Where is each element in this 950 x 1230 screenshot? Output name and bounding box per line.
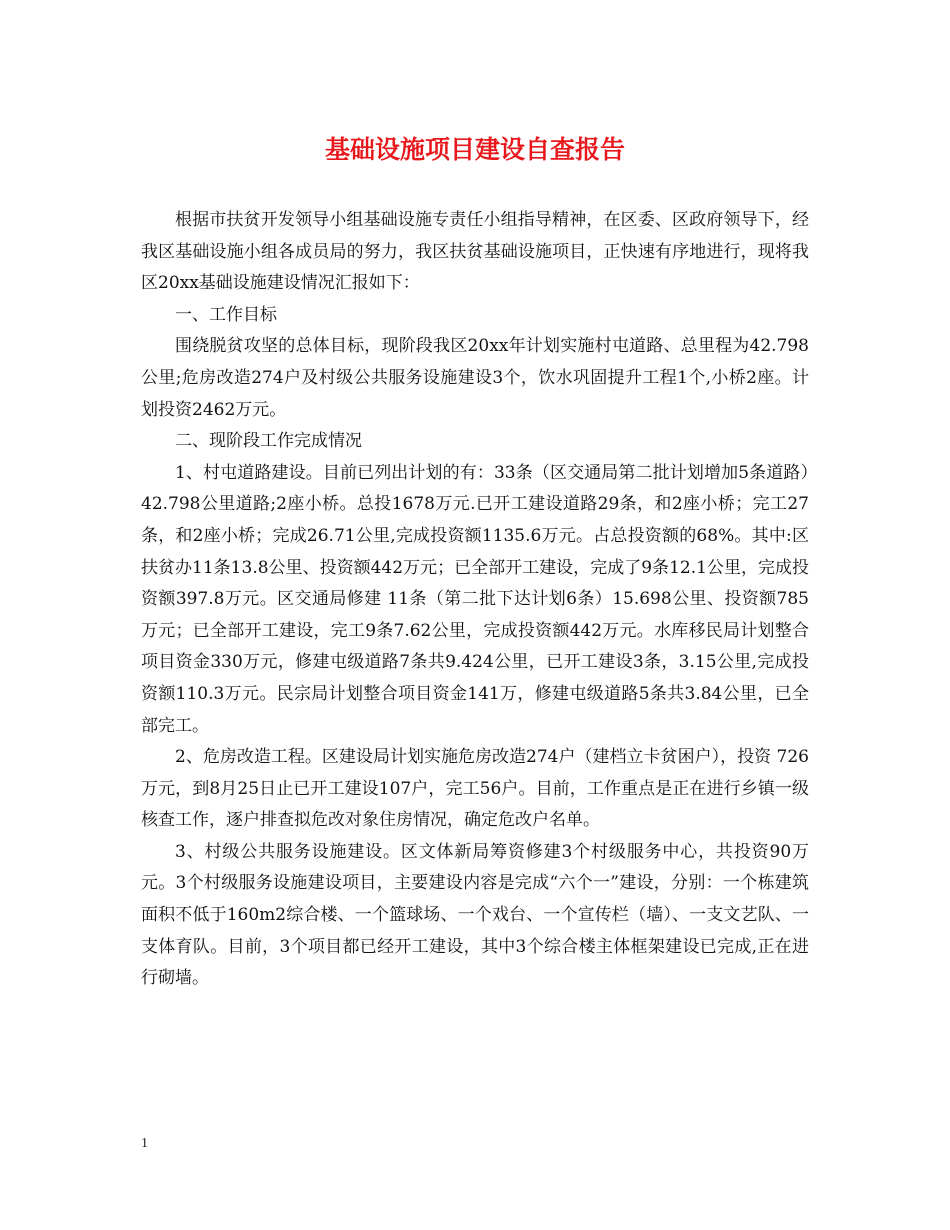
- goals-paragraph: 围绕脱贫攻坚的总体目标，现阶段我区20xx年计划实施村屯道路、总里程为42.798公里;危房改造274户及村级公共服务设施建设3个，饮水巩固提升工程1个,小桥2座。计划投资2462万元。: [141, 336, 809, 420]
- page-number: 1: [141, 1136, 148, 1151]
- document-title: 基础设施项目建设自查报告: [324, 135, 625, 164]
- intro-paragraph: 根据市扶贫开发领导小组基础设施专责任小组指导精神，在区委、区政府领导下，经我区基础设施小组各成员局的努力，我区扶贫基础设施项目，正快速有序地进行，现将我区20xx基础设施建设情况汇报如下：: [141, 210, 809, 294]
- section-heading-progress: 二、现阶段工作完成情况: [175, 431, 362, 452]
- section-heading-goals: 一、工作目标: [175, 304, 277, 325]
- document-body: [141, 205, 809, 995]
- roads-paragraph: 1、村屯道路建设。目前已列出计划的有：33条（区交通局第二批计划增加5条道路）42.798公里道路;2座小桥。总投1678万元.已开工建设道路29条，和2座小桥；完工27条，和2座小桥；完成26.71公里,完成投资额1135.6万元。占总投资额的68%。其中:区扶贫办11条13.8公里、投资额442万元；已全部开工建设，完成了9条12.1公里，完成投资额397.8万元。区交通局修建 11条（第二批下达计划6条）15.698公里、投资额785万元；已全部开工建设，完工9条7.62公里，完成投资额442万元。水库移民局计划整合项目资金330万元，修建屯级道路7条共9.424公里，已开工建设3条，3.15公里,完成投资额110.3万元。民宗局计划整合项目资金141万，修建屯级道路5条共3.84公里，已全部完工。: [141, 462, 809, 736]
- housing-paragraph: 2、危房改造工程。区建设局计划实施危房改造274户（建档立卡贫困户），投资 726万元，到8月25日止已开工建设107户，完工56户。目前，工作重点是正在进行乡镇一级核查工作，逐户排查拟危改对象住房情况，确定危改户名单。: [141, 747, 809, 831]
- public-services-paragraph: 3、村级公共服务设施建设。区文体新局筹资修建3个村级服务中心，共投资90万元。3个村级服务设施建设项目，主要建设内容是完成“六个一”建设，分别：一个栋建筑面积不低于160m2综合楼、一个篮球场、一个戏台、一个宣传栏（墙）、一支文艺队、一支体育队。目前，3个项目都已经开工建设，其中3个综合楼主体框架建设已完成,正在进行砌墙。: [141, 841, 809, 989]
